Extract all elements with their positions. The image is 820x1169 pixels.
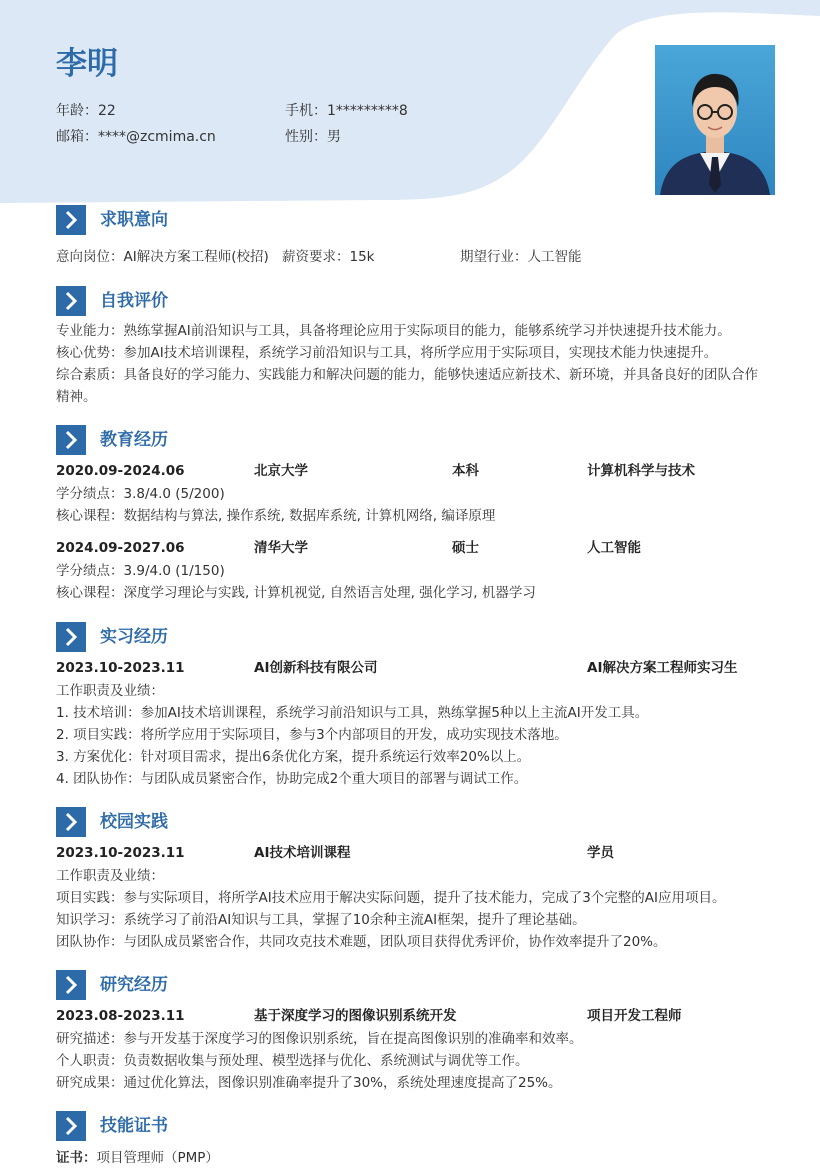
section-header bbox=[56, 286, 766, 316]
edu-school: 北京大学 bbox=[254, 463, 308, 479]
profile-photo bbox=[655, 45, 775, 195]
section-title: 教育经历 bbox=[100, 430, 168, 450]
education-entry bbox=[56, 459, 766, 527]
section-skills bbox=[56, 1111, 766, 1169]
section-header bbox=[56, 205, 766, 235]
chevron-right-icon bbox=[56, 1111, 86, 1141]
research-date: 2023.08-2023.11 bbox=[56, 1008, 185, 1024]
edu-school: 清华大学 bbox=[254, 540, 308, 556]
email-field: 邮箱：****@zcmima.cn bbox=[56, 129, 216, 145]
campus-org: AI技术培训课程 bbox=[254, 845, 351, 861]
research-line: 研究成果：通过优化算法，图像识别准确率提升了30%，系统处理速度提高了25%。 bbox=[56, 1075, 562, 1091]
campus-role: 学员 bbox=[587, 845, 614, 861]
education-entry bbox=[56, 536, 766, 604]
edu-degree: 硕士 bbox=[452, 540, 479, 556]
section-title: 实习经历 bbox=[100, 627, 168, 647]
research-role: 项目开发工程师 bbox=[587, 1008, 682, 1024]
chevron-right-icon bbox=[56, 286, 86, 316]
section-title: 自我评价 bbox=[100, 291, 168, 311]
section-title: 校园实践 bbox=[100, 812, 168, 832]
chevron-right-icon bbox=[56, 425, 86, 455]
intern-line: 1. 技术培训：参加AI技术培训课程，系统学习前沿知识与工具，熟练掌握5种以上主流AI开发工具。 bbox=[56, 705, 649, 721]
cert-value: 项目管理师（PMP） bbox=[96, 1150, 219, 1166]
section-header bbox=[56, 425, 766, 455]
campus-line: 团队协作：与团队成员紧密合作，共同攻克技术难题，团队项目获得优秀评价，协作效率提升了20%。 bbox=[56, 934, 667, 950]
edu-major: 人工智能 bbox=[587, 540, 641, 556]
campus-date: 2023.10-2023.11 bbox=[56, 845, 185, 861]
chevron-right-icon bbox=[56, 205, 86, 235]
edu-date: 2024.09-2027.06 bbox=[56, 540, 185, 556]
intention-industry: 期望行业：人工智能 bbox=[460, 249, 582, 265]
cert-label: 证书： bbox=[56, 1150, 97, 1166]
edu-major: 计算机科学与技术 bbox=[587, 463, 695, 479]
chevron-right-icon bbox=[56, 622, 86, 652]
section-title: 研究经历 bbox=[100, 975, 168, 995]
campus-line: 知识学习：系统学习了前沿AI知识与工具，掌握了10余种主流AI框架，提升了理论基础。 bbox=[56, 912, 586, 928]
edu-date: 2020.09-2024.06 bbox=[56, 463, 185, 479]
intern-company: AI创新科技有限公司 bbox=[254, 660, 378, 676]
chevron-right-icon bbox=[56, 970, 86, 1000]
section-job-intention bbox=[56, 205, 766, 268]
section-self-evaluation bbox=[56, 286, 766, 408]
campus-line: 工作职责及业绩： bbox=[56, 868, 164, 884]
intern-date: 2023.10-2023.11 bbox=[56, 660, 185, 676]
section-title: 技能证书 bbox=[100, 1116, 168, 1136]
section-header bbox=[56, 970, 766, 1000]
candidate-name: 李明 bbox=[56, 46, 118, 82]
edu-gpa: 学分绩点：3.8/4.0 (5/200) bbox=[56, 486, 225, 502]
research-line: 个人职责：负责数据收集与预处理、模型选择与优化、系统测试与调优等工作。 bbox=[56, 1053, 529, 1069]
section-header bbox=[56, 622, 766, 652]
self-eval-line: 综合素质：具备良好的学习能力、实践能力和解决问题的能力，能够快速适应新技术、新环境，并具备良好的团队合作精神。 bbox=[56, 367, 758, 405]
intern-line: 4. 团队协作：与团队成员紧密合作，协助完成2个重大项目的部署与调试工作。 bbox=[56, 771, 528, 787]
age-field: 年龄：22 bbox=[56, 103, 116, 119]
gender-field: 性别：男 bbox=[285, 129, 341, 145]
self-eval-line: 核心优势：参加AI技术培训课程，系统学习前沿知识与工具，将所学应用于实际项目，实现技术能力快速提升。 bbox=[56, 345, 718, 361]
edu-degree: 本科 bbox=[452, 463, 479, 479]
section-internship bbox=[56, 622, 766, 790]
intern-role: AI解决方案工程师实习生 bbox=[587, 660, 738, 676]
section-title: 求职意向 bbox=[100, 210, 168, 230]
research-project: 基于深度学习的图像识别系统开发 bbox=[254, 1008, 457, 1024]
research-line: 研究描述：参与开发基于深度学习的图像识别系统，旨在提高图像识别的准确率和效率。 bbox=[56, 1031, 583, 1047]
phone-field: 手机：1*********8 bbox=[285, 103, 408, 119]
intern-line: 工作职责及业绩： bbox=[56, 683, 164, 699]
section-campus-practice bbox=[56, 807, 766, 953]
campus-line: 项目实践：参与实际项目，将所学AI技术应用于解决实际问题，提升了技术能力，完成了3个完整的AI应用项目。 bbox=[56, 890, 726, 906]
intern-line: 3. 方案优化：针对项目需求，提出6条优化方案，提升系统运行效率20%以上。 bbox=[56, 749, 531, 765]
intention-position: 意向岗位：AI解决方案工程师(校招) bbox=[56, 249, 269, 265]
self-eval-line: 专业能力：熟练掌握AI前沿知识与工具，具备将理论应用于实际项目的能力，能够系统学习并快速提升技术能力。 bbox=[56, 323, 731, 339]
chevron-right-icon bbox=[56, 807, 86, 837]
edu-courses: 核心课程：深度学习理论与实践, 计算机视觉, 自然语言处理, 强化学习, 机器学习 bbox=[56, 585, 536, 601]
intern-line: 2. 项目实践：将所学应用于实际项目，参与3个内部项目的开发，成功实现技术落地。 bbox=[56, 727, 568, 743]
section-header bbox=[56, 1111, 766, 1141]
edu-gpa: 学分绩点：3.9/4.0 (1/150) bbox=[56, 563, 225, 579]
intention-salary: 薪资要求：15k bbox=[282, 249, 375, 265]
section-research bbox=[56, 970, 766, 1094]
edu-courses: 核心课程：数据结构与算法, 操作系统, 数据库系统, 计算机网络, 编译原理 bbox=[56, 508, 496, 524]
section-education bbox=[56, 425, 766, 604]
section-header bbox=[56, 807, 766, 837]
